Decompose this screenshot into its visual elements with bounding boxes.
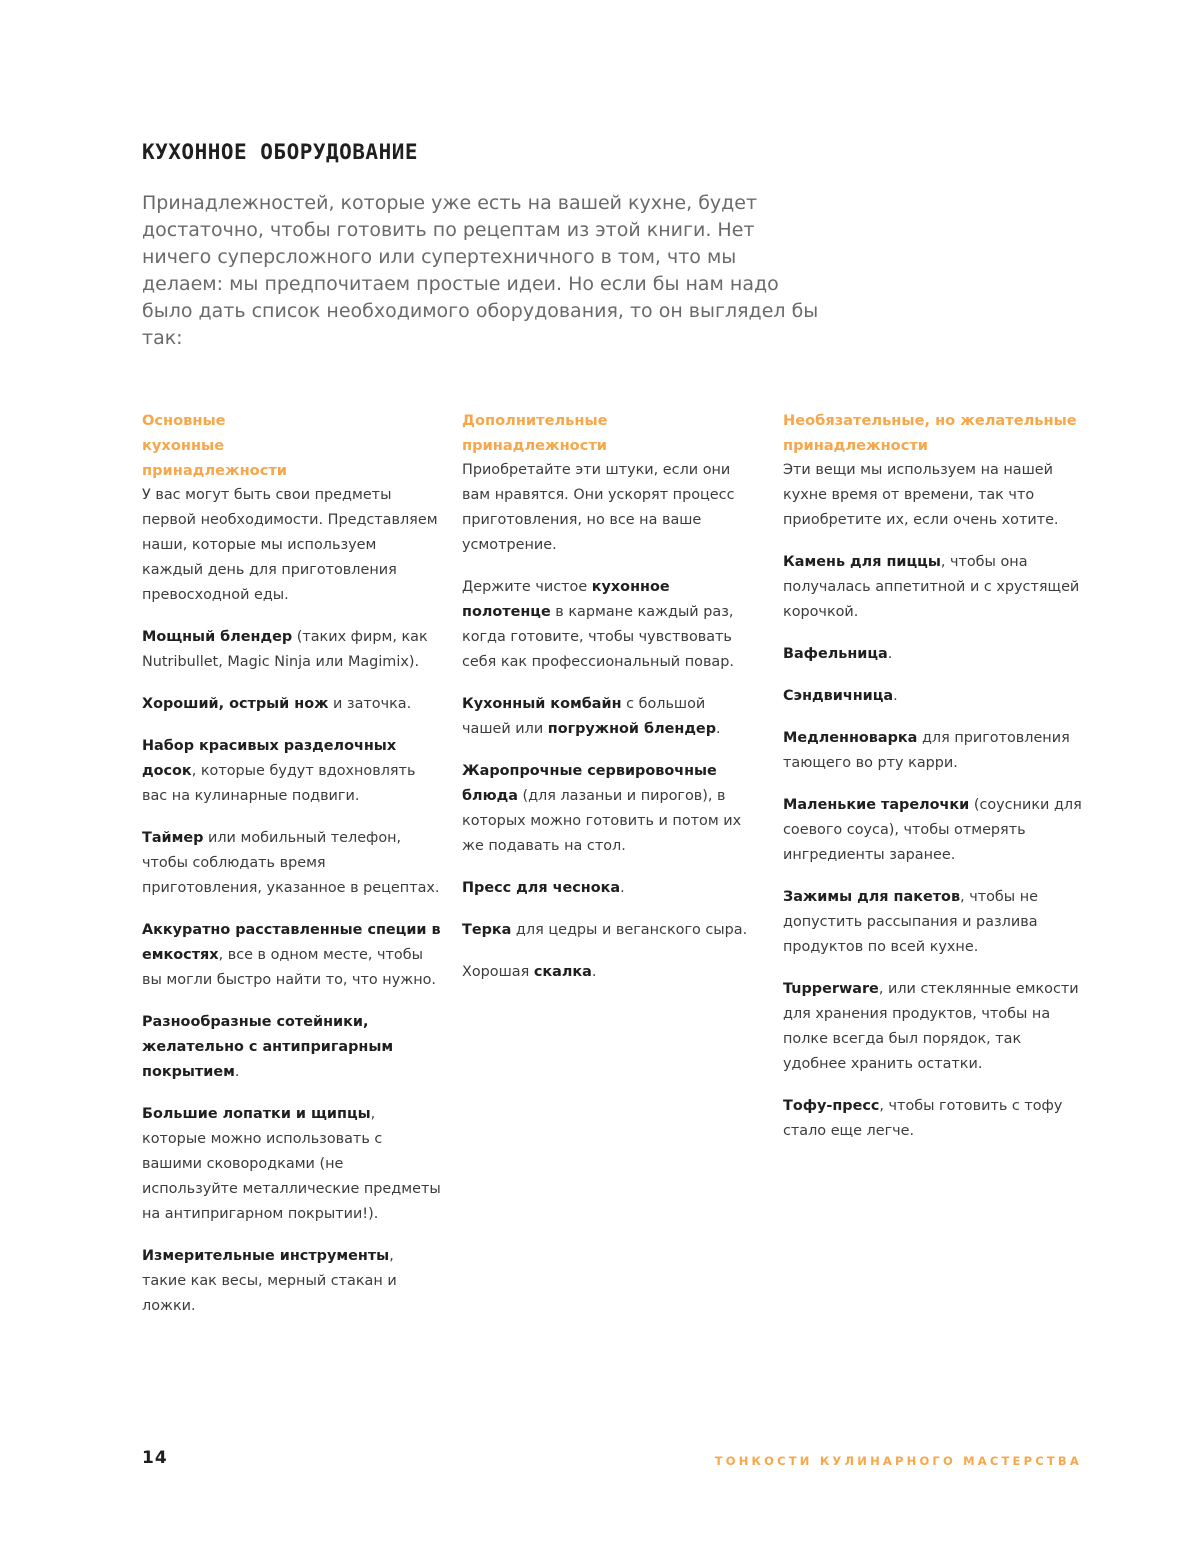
item-text: . bbox=[887, 646, 893, 662]
item-text: , такие как весы, мерный стакан и ложки. bbox=[142, 1248, 397, 1314]
item-text: . bbox=[716, 721, 721, 737]
item-text: или мобильный телефон, чтобы соблюдать время приготовления, указанное в рецептах. bbox=[142, 830, 440, 896]
column-heading: Необязательные, но желательные принадлежности bbox=[783, 412, 1077, 454]
item-text: , чтобы готовить с тофу стало еще легче. bbox=[783, 1098, 1063, 1139]
item-text: Хорошая bbox=[462, 964, 534, 980]
equipment-item bbox=[783, 684, 1088, 709]
column-heading: Дополнительные принадлежности bbox=[462, 412, 608, 454]
item-name: кухонное полотенце bbox=[462, 579, 670, 620]
item-list bbox=[462, 575, 752, 985]
equipment-item bbox=[462, 960, 752, 985]
item-text: . bbox=[234, 1064, 240, 1080]
item-name: Таймер bbox=[142, 830, 204, 846]
equipment-item bbox=[783, 977, 1088, 1077]
item-text: (таких фирм, как Nutribullet, Magic Ninja или Magimix). bbox=[142, 629, 428, 670]
item-text: для цедры и веганского сыра. bbox=[511, 922, 748, 938]
column-additional bbox=[462, 408, 752, 1002]
item-name: Вафельница bbox=[783, 646, 888, 662]
item-name: Большие лопатки и щипцы bbox=[142, 1106, 371, 1122]
equipment-item bbox=[142, 1244, 442, 1319]
equipment-item bbox=[462, 876, 752, 901]
item-text: , чтобы она получалась аппетитной и с хрустящей корочкой. bbox=[783, 554, 1080, 620]
equipment-item bbox=[783, 885, 1088, 960]
equipment-item bbox=[783, 642, 1088, 667]
item-list bbox=[142, 625, 442, 1319]
equipment-item bbox=[142, 1102, 442, 1227]
equipment-item bbox=[462, 918, 752, 943]
item-text: , все в одном месте, чтобы вы могли быстро найти то, что нужно. bbox=[142, 947, 436, 988]
item-text: , чтобы не допустить рассыпания и разлива продуктов по всей кухне. bbox=[783, 889, 1038, 955]
item-name: Разнообразные сотейники, желательно с антипригарным покрытием bbox=[142, 1014, 394, 1080]
intro-paragraph: Принадлежностей, которые уже есть на вашей кухне, будет достаточно, чтобы готовить по рецептам из этой книги. Нет ничего суперсложного или супертехничного в том, что мы делаем: мы предпочитаем простые идеи. Но если бы нам надо было дать список необходимого оборудования, то он выглядел бы так: bbox=[142, 192, 819, 349]
column-heading: Основные кухонные принадлежности bbox=[142, 412, 288, 479]
item-name: Набор красивых разделочных досок bbox=[142, 738, 397, 779]
item-name: Терка bbox=[462, 922, 512, 938]
equipment-item bbox=[142, 734, 442, 809]
item-text: (соусники для соевого соуса), чтобы отмерять ингредиенты заранее. bbox=[783, 797, 1082, 863]
item-list bbox=[783, 550, 1088, 1144]
equipment-item bbox=[142, 826, 442, 901]
item-name: Tupperware bbox=[783, 981, 879, 997]
column-essentials bbox=[142, 408, 442, 1336]
equipment-item bbox=[783, 726, 1088, 776]
item-text: . bbox=[620, 880, 625, 896]
equipment-item bbox=[142, 918, 442, 993]
item-text: (для лазаньи и пирогов), в которых можно готовить и потом их же подавать на стол. bbox=[462, 788, 742, 854]
item-name: Медленноварка bbox=[783, 730, 918, 746]
item-text: Держите чистое bbox=[462, 579, 592, 595]
item-name: Зажимы для пакетов bbox=[783, 889, 961, 905]
item-text: в кармане каждый раз, когда готовите, чтобы чувствовать себя как профессиональный повар. bbox=[462, 604, 734, 670]
equipment-item bbox=[462, 692, 752, 742]
item-text: , или стеклянные емкости для хранения продуктов, чтобы на полке всегда был порядок, так удобнее хранить остатки. bbox=[783, 981, 1079, 1072]
column-lead: У вас могут быть свои предметы первой необходимости. Представляем наши, которые мы используем каждый день для приготовления превосходной еды. bbox=[142, 487, 438, 603]
column-optional bbox=[783, 408, 1088, 1161]
equipment-item bbox=[783, 793, 1088, 868]
equipment-item bbox=[462, 575, 752, 675]
column-lead: Приобретайте эти штуки, если они вам нравятся. Они ускорят процесс приготовления, но все на ваше усмотрение. bbox=[462, 462, 735, 553]
equipment-item bbox=[783, 1094, 1088, 1144]
item-name: Камень для пиццы bbox=[783, 554, 941, 570]
item-name: Тофу-пресс bbox=[783, 1098, 880, 1114]
item-name: Маленькие тарелочки bbox=[783, 797, 970, 813]
equipment-item bbox=[462, 759, 752, 859]
item-text: . bbox=[893, 688, 898, 704]
item-name: Аккуратно расставленные специи в емкостях bbox=[142, 922, 441, 963]
page-title: КУХОННОЕ ОБОРУДОВАНИЕ bbox=[142, 140, 419, 164]
column-lead: Эти вещи мы используем на нашей кухне время от времени, так что приобретите их, если очень хотите. bbox=[783, 462, 1059, 528]
item-name: Кухонный комбайн bbox=[462, 696, 622, 712]
item-name: Жаропрочные сервировочные блюда bbox=[462, 763, 717, 804]
item-text: , которые можно использовать с вашими сковородками (не используйте металлические предметы на антипригарном покрытии!). bbox=[142, 1106, 441, 1222]
item-name: скалка bbox=[533, 964, 592, 980]
item-name: Пресс для чеснока bbox=[462, 880, 621, 896]
item-name: Хороший, острый нож bbox=[142, 696, 329, 712]
page-number: 14 bbox=[142, 1448, 168, 1468]
item-name: Измерительные инструменты bbox=[142, 1248, 390, 1264]
running-footer-title: ТОНКОСТИ КУЛИНАРНОГО МАСТЕРСТВА bbox=[714, 1454, 1082, 1468]
item-text: . bbox=[591, 964, 597, 980]
item-name: погружной блендер bbox=[547, 721, 716, 737]
item-text: и заточка. bbox=[328, 696, 412, 712]
equipment-item bbox=[142, 692, 442, 717]
equipment-item bbox=[783, 550, 1088, 625]
item-text: , которые будут вдохновлять вас на кулинарные подвиги. bbox=[142, 763, 416, 804]
equipment-item bbox=[142, 625, 442, 675]
item-name: Сэндвичница bbox=[783, 688, 894, 704]
item-text: для приготовления тающего во рту карри. bbox=[783, 730, 1070, 771]
item-text: с большой чашей или bbox=[462, 696, 706, 737]
equipment-item bbox=[142, 1010, 442, 1085]
item-name: Мощный блендер bbox=[142, 629, 293, 645]
